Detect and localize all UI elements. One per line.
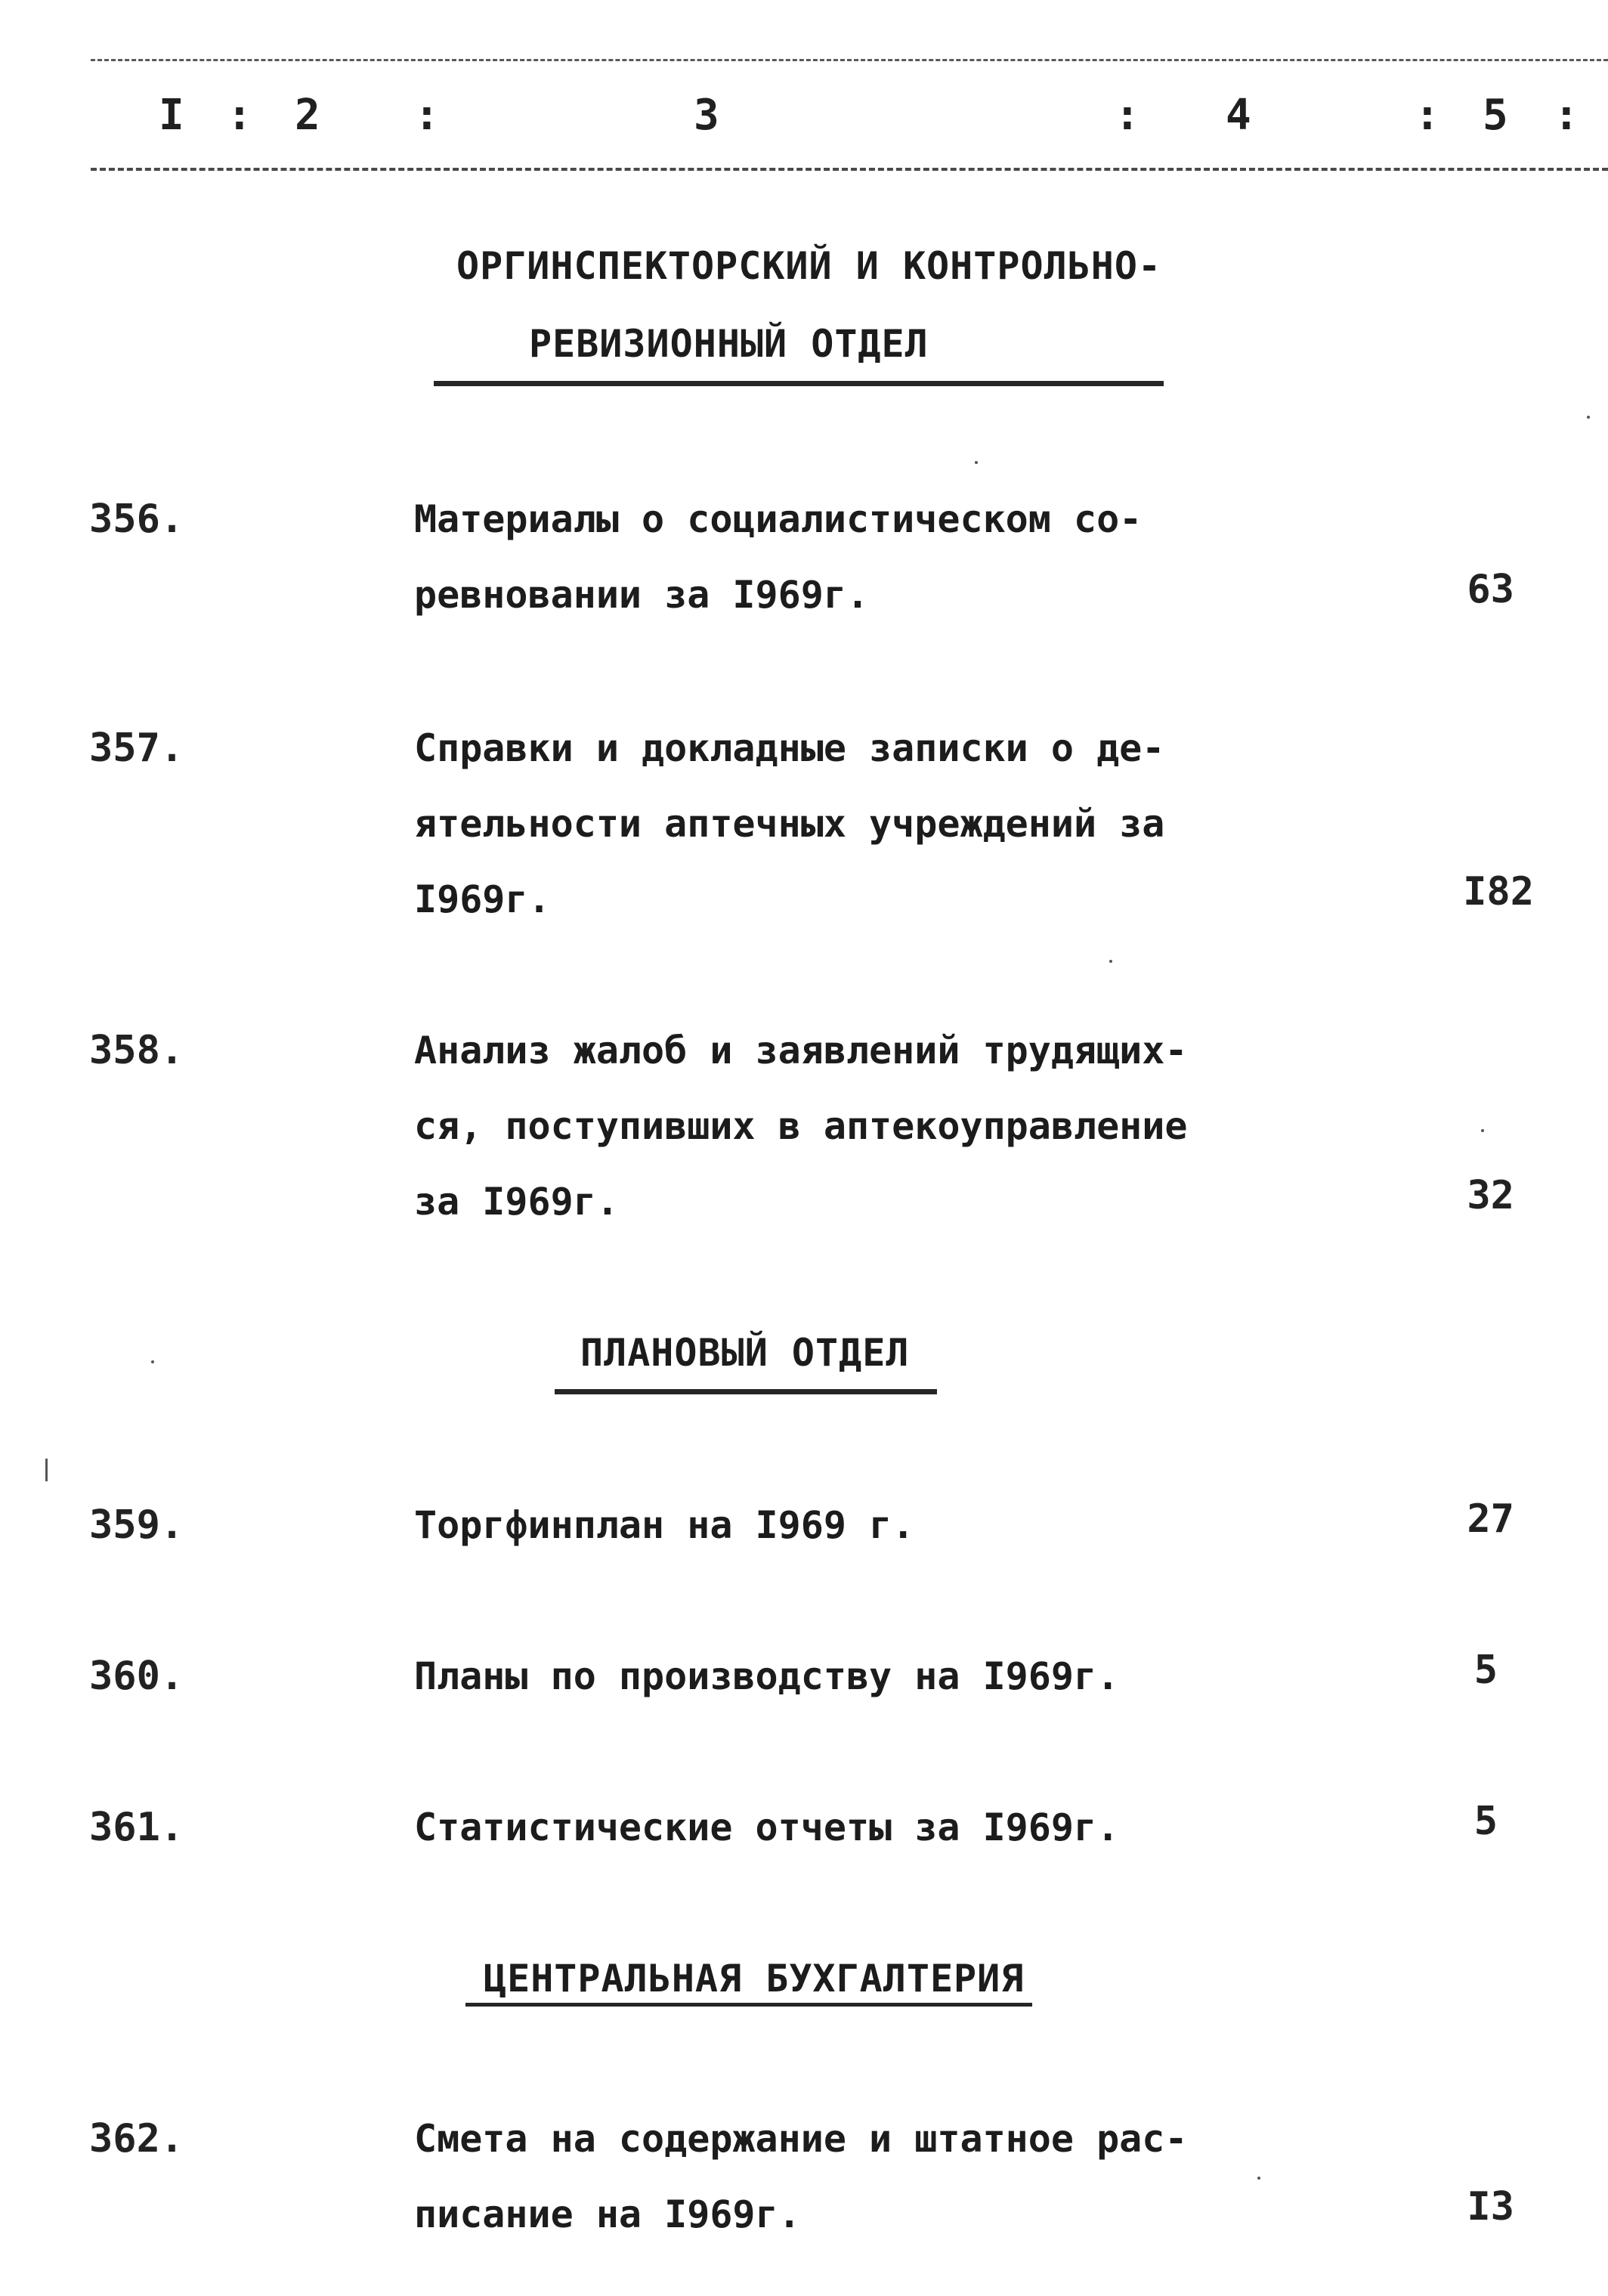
entry-number: 359.	[89, 1502, 184, 1548]
entry-count: 63	[1467, 567, 1514, 612]
section-heading-line: ОРГИНСПЕКТОРСКИЙ И КОНТРОЛЬНО-	[456, 244, 1162, 288]
entry-title-line: ревновании за I969г.	[414, 573, 870, 617]
scan-speck	[1109, 960, 1112, 963]
entry-title-line: ся, поступивших в аптекоуправление	[414, 1104, 1188, 1148]
entry-count: 32	[1467, 1173, 1514, 1218]
entry-count: I82	[1463, 869, 1534, 914]
column-number-4: 4	[1226, 91, 1251, 140]
entry-title-line: писание на I969г.	[414, 2192, 801, 2236]
scan-speck	[1257, 2177, 1260, 2180]
header-rule-bottom	[91, 168, 1608, 171]
entry-title-line: за I969г.	[414, 1180, 619, 1224]
entry-title	[414, 481, 1260, 633]
entry-number: 362.	[89, 2116, 184, 2161]
header-rule-top	[91, 59, 1608, 61]
entry-number: 357.	[89, 726, 184, 771]
column-number-3: 3	[694, 91, 719, 140]
section-heading-line: РЕВИЗИОННЫЙ ОТДЕЛ	[529, 322, 929, 366]
entry-title	[414, 710, 1260, 937]
section-heading-underline	[434, 381, 1164, 386]
entry-count: 5	[1473, 1648, 1498, 1693]
entry-title-line: Справки и докладные записки о де-	[414, 726, 1165, 770]
entry-number: 356.	[89, 497, 184, 542]
column-number-5: 5	[1483, 91, 1508, 140]
entry-title-line: Смета на содержание и штатное рас-	[414, 2117, 1188, 2161]
entry-title-line: Анализ жалоб и заявлений трудящих-	[414, 1029, 1188, 1072]
entry-count: 5	[1473, 1799, 1498, 1844]
column-separator: :	[1115, 91, 1140, 140]
entry-title	[414, 1638, 1260, 1714]
entry-number: 358.	[89, 1028, 184, 1073]
section-heading-line: ПЛАНОВЫЙ ОТДЕЛ	[580, 1331, 910, 1375]
entry-count: 27	[1467, 1496, 1514, 1542]
column-separator: :	[1415, 91, 1440, 140]
section-heading-underline	[555, 1389, 937, 1394]
scan-speck	[1481, 1129, 1484, 1132]
scan-speck	[1587, 416, 1590, 419]
section-heading-underline	[465, 2003, 1032, 2007]
entry-title-line: Планы по производству на I969г.	[414, 1654, 1120, 1698]
entry-title-line: Статистические отчеты за I969г.	[414, 1806, 1120, 1849]
section-heading-line: ЦЕНТРАЛЬНАЯ БУХГАЛТЕРИЯ	[484, 1957, 1025, 2000]
entry-count: I3	[1467, 2184, 1514, 2229]
entry-title	[414, 1790, 1260, 1865]
entry-number: 361.	[89, 1805, 184, 1850]
entry-title	[414, 2101, 1260, 2252]
column-separator: :	[1554, 91, 1579, 140]
entry-title	[414, 1487, 1260, 1563]
column-number-1: I	[159, 91, 184, 140]
column-separator: :	[414, 91, 440, 140]
entry-title	[414, 1013, 1260, 1239]
column-separator: :	[227, 91, 252, 140]
scan-speck	[975, 461, 978, 464]
entry-title-line: Торгфинплан на I969 г.	[414, 1503, 915, 1547]
entry-title-line: Материалы о социалистическом со-	[414, 497, 1143, 541]
column-number-2: 2	[295, 91, 320, 140]
entry-title-line: I969г.	[414, 877, 551, 921]
entry-number: 360.	[89, 1654, 184, 1699]
scan-speck	[45, 1459, 48, 1481]
entry-title-line: ятельности аптечных учреждений за	[414, 802, 1165, 846]
scan-speck	[151, 1360, 154, 1363]
